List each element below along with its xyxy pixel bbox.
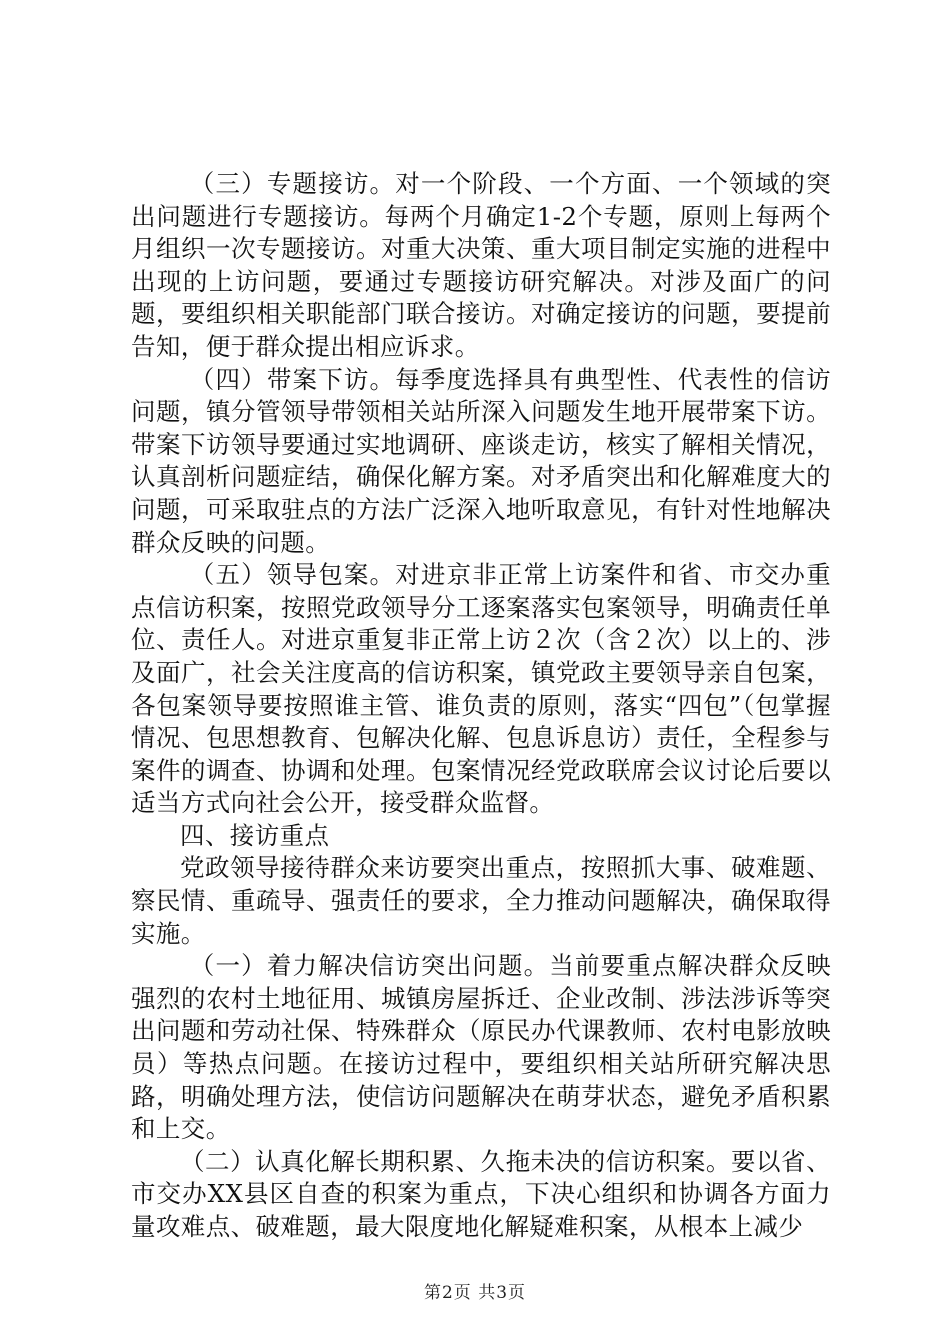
paragraph-focus-intro: 党政领导接待群众来访要突出重点，按照抓大事、破难题、察民情、重疏导、强责任的要求，全力推动问题解决，确保取得实施。 (131, 853, 831, 948)
page-footer: 第2页 共3页 (423, 1283, 527, 1303)
paragraph-case-visit: （四）带案下访。每季度选择具有典型性、代表性的信访问题，镇分管领导带领相关站所深入问题发生地开展带案下访。带案下访领导要通过实地调研、座谈走访，核实了解相关情况，认真剖析问题症结，确保化解方案。对矛盾突出和化解难度大的问题，可采取驻点的方法广泛深入地听取意见，有针对性地解决群众反映的问题。 (131, 364, 831, 557)
section-heading-focus: 四、接访重点 (180, 820, 330, 850)
paragraph-leader-case: （五）领导包案。对进京非正常上访案件和省、市交办重点信访积案，按照党政领导分工逐案落实包案领导，明确责任单位、责任人。对进京重复非正常上访２次（含２次）以上的、涉及面广，社会关注度高的信访积案，镇党政主要领导亲自包案，各包案领导要按照谁主管、谁负责的原则，落实“四包”（包掌握情况、包思想教育、包解决化解、包息诉息访）责任，全程参与案件的调查、协调和处理。包案情况经党政联席会议讨论后要以适当方式向社会公开，接受群众监督。 (131, 560, 831, 818)
paragraph-topic-visit: （三）专题接访。对一个阶段、一个方面、一个领域的突出问题进行专题接访。每两个月确定1-2个专题，原则上每两个月组织一次专题接访。对重大决策、重大项目制定实施的进程中出现的上访问题，要通过专题接访研究解决。对涉及面广的问题，要组织相关职能部门联合接访。对确定接访的问题，要提前告知，便于群众提出相应诉求。 (131, 169, 831, 361)
paragraph-focus-two: （二）认真化解长期积累、久拖未决的信访积案。要以省、市交办XX县区自查的积案为重点，下决心组织和协调各方面力量攻难点、破难题，最大限度地化解疑难积案，从根本上减少 (131, 1146, 831, 1241)
paragraph-focus-one: （一）着力解决信访突出问题。当前要重点解决群众反映强烈的农村土地征用、城镇房屋拆迁、企业改制、涉法涉诉等突出问题和劳动社保、特殊群众（原民办代课教师、农村电影放映员）等热点问题。在接访过程中，要组织相关站所研究解决思路，明确处理方法，使信访问题解决在萌芽状态，避免矛盾积累和上交。 (131, 951, 831, 1144)
document-body (131, 168, 831, 1244)
